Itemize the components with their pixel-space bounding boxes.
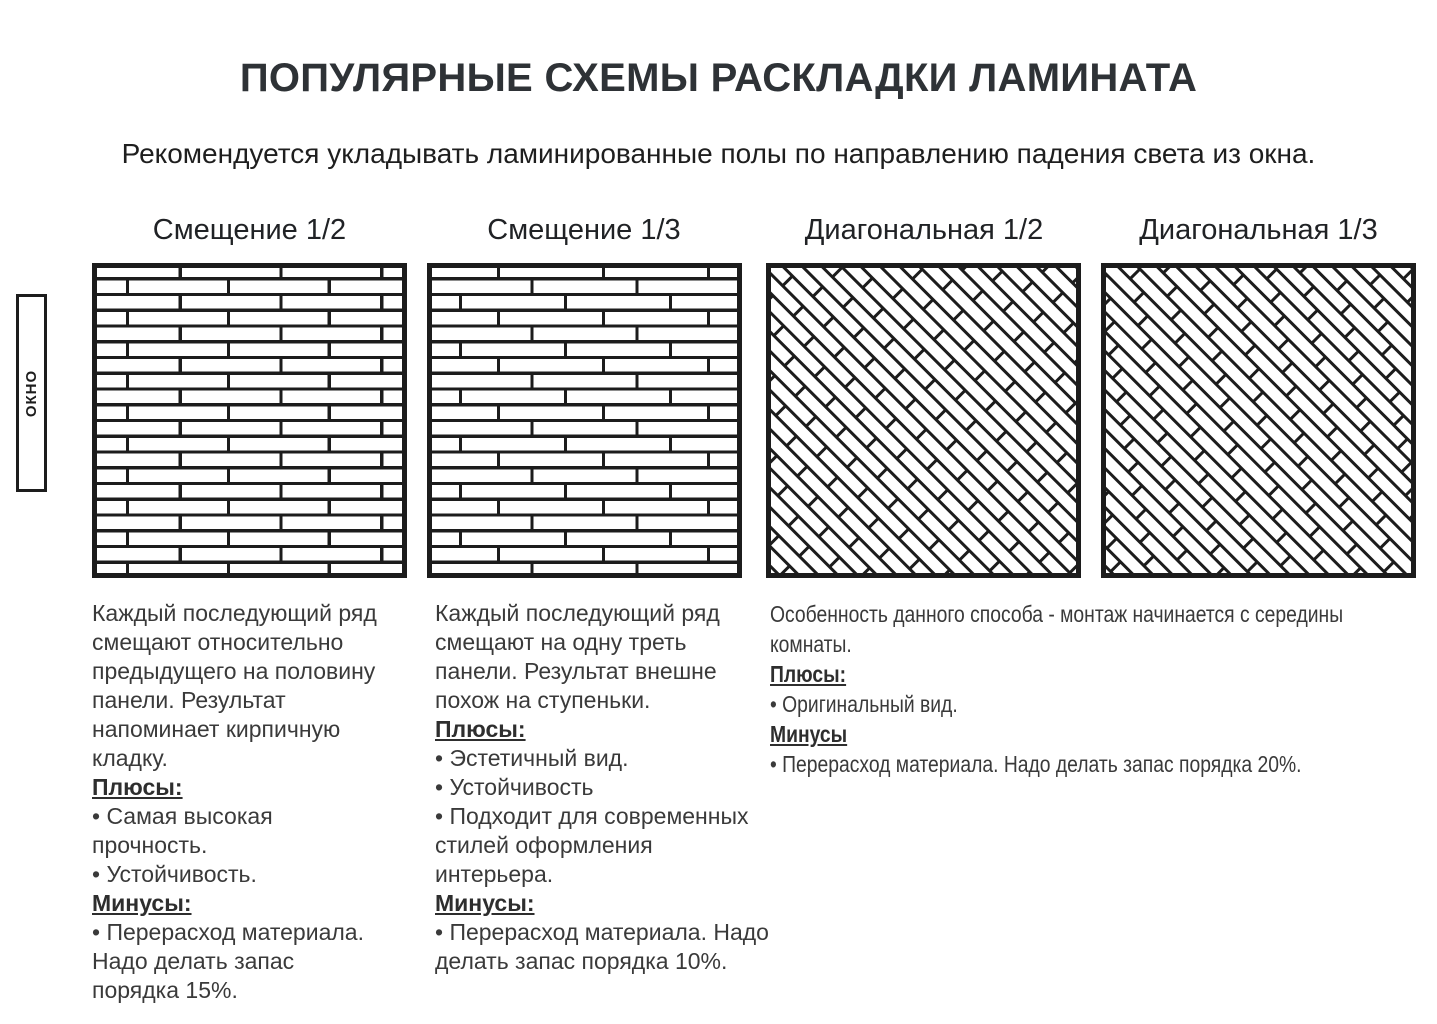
note-text: • Перерасход материала. Надо делать запас порядка 15%. bbox=[92, 919, 364, 1003]
note-heading: Минусы: bbox=[92, 890, 192, 916]
diagram-block-diagonal-third bbox=[1101, 214, 1416, 584]
note-heading: Плюсы: bbox=[435, 716, 526, 742]
note-column-offset-third bbox=[435, 599, 773, 976]
note-text: • Устойчивость bbox=[435, 774, 594, 800]
note-column-diagonal bbox=[770, 599, 1396, 779]
diagram-block-diagonal-half bbox=[766, 214, 1082, 584]
note-text: • Перерасход материала. Надо делать запас порядка 10%. bbox=[435, 919, 769, 974]
note-column-offset-half bbox=[92, 599, 384, 1005]
note-text: Каждый последующий ряд смещают относительно предыдущего на половину панели. Результат напоминает кирпичную кладку. bbox=[92, 600, 377, 771]
diagram-title-diagonal-half: Диагональная 1/2 bbox=[804, 214, 1044, 246]
note-heading: Минусы bbox=[770, 721, 848, 747]
note-text: Каждый последующий ряд смещают на одну треть панели. Результат внешне похож на ступеньки. bbox=[435, 600, 720, 713]
note-heading: Плюсы: bbox=[770, 661, 847, 687]
diagram-diagonal-third bbox=[1101, 263, 1416, 578]
laminate-pattern-svg bbox=[1101, 263, 1416, 578]
window-label: ОКНО bbox=[23, 369, 41, 417]
laminate-pattern-svg bbox=[92, 263, 407, 578]
note-heading: Минусы: bbox=[435, 890, 535, 916]
window-indicator bbox=[16, 294, 47, 492]
diagram-offset-half bbox=[92, 263, 407, 578]
note-text: Особенность данного способа - монтаж начинается с середины комнаты. bbox=[770, 601, 1344, 657]
note-text: • Самая высокая прочность. bbox=[92, 803, 273, 858]
note-text: • Подходит для современных стилей оформления интерьера. bbox=[435, 803, 749, 887]
laminate-pattern-svg bbox=[766, 263, 1081, 578]
note-text: • Устойчивость. bbox=[92, 861, 257, 887]
note-heading: Плюсы: bbox=[92, 774, 183, 800]
diagram-title-offset-third: Смещение 1/3 bbox=[487, 214, 681, 246]
diagram-title-offset-half: Смещение 1/2 bbox=[152, 214, 347, 246]
diagram-block-offset-third bbox=[427, 214, 741, 584]
page-subtitle: Рекомендуется укладывать ламинированные полы по направлению падения света из окна. bbox=[121, 138, 1316, 169]
page-title: ПОПУЛЯРНЫЕ СХЕМЫ РАСКЛАДКИ ЛАМИНАТА bbox=[239, 56, 1198, 100]
laminate-pattern-svg bbox=[427, 263, 742, 578]
diagram-diagonal-half bbox=[766, 263, 1081, 578]
note-text: • Перерасход материала. Надо делать запас порядка 20%. bbox=[770, 751, 1302, 777]
note-text: • Эстетичный вид. bbox=[435, 745, 629, 771]
diagram-offset-third bbox=[427, 263, 742, 578]
note-text: • Оригинальный вид. bbox=[770, 691, 958, 717]
diagram-title-diagonal-third: Диагональная 1/3 bbox=[1139, 214, 1378, 246]
diagram-block-offset-half bbox=[92, 214, 407, 584]
